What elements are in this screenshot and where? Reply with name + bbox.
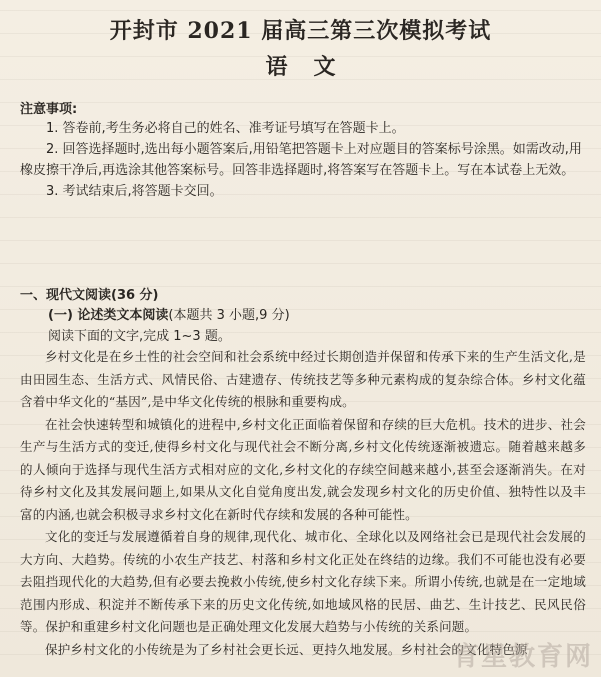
article-paragraph: 文化的变迁与发展遵循着自身的规律,现代化、城市化、全球化以及网络社会已是现代社会发展的大方向、大趋势。传统的小农生产技艺、村落和乡村文化正处在终结的边缘。我们不可能也没有必要去阻挡现代化的大趋势,但有必要去挽救小传统,使乡村文化存续下来。所谓小传统,也就是在一定地域范围内形成、积淀并不断传承下来的历史文化传统,如地域风格的民居、曲艺、生计技艺、民风民俗等。保护和重建乡村文化问题也是正确处理文化发展大趋势与小传统的关系问题。 [20, 529, 586, 634]
article-body [20, 346, 586, 661]
site-watermark: 育星教育网 [452, 642, 593, 672]
note-item: 3. 考试结束后,将答题卡交回。 [46, 184, 223, 199]
subject-title: 语文 [265, 54, 362, 80]
section-title: 一、现代文阅读(36 分) [20, 288, 159, 303]
subsection-score: (本题共 3 小题,9 分) [168, 308, 290, 323]
exam-title: 开封市 2021 届高三第三次模拟考试 [109, 18, 492, 44]
note-item: 2. 回答选择题时,选出每小题答案后,用铅笔把答题卡上对应题目的答案标号涂黑。如需改动,用橡皮擦干净后,再选涂其他答案标号。回答非选择题时,将答案写在答题卡上。写在本试卷上无效。 [20, 142, 582, 178]
note-item: 1. 答卷前,考生务必将自己的姓名、准考证号填写在答题卡上。 [46, 121, 405, 136]
notes-list [20, 118, 590, 202]
notes-heading: 注意事项: [20, 102, 78, 117]
reading-instruction: 阅读下面的文字,完成 1~3 题。 [48, 329, 231, 344]
article-paragraph: 保护乡村文化的小传统是为了乡村社会更长远、更持久地发展。乡村社会的文化特色源 [45, 641, 528, 657]
subsection-name: (一) 论述类文本阅读 [48, 308, 169, 323]
article-paragraph: 在社会快速转型和城镇化的进程中,乡村文化正面临着保留和存续的巨大危机。技术的进步、社会生产与生活方式的变迁,使得乡村文化与现代社会不断分离,乡村文化传统逐渐被遗忘。随着越来越多的人倾向于选择与现代生活方式相对应的文化,乡村文化的存续空间越来越小,甚至会逐渐消失。在对待乡村文化及其发展问题上,如果从文化自觉角度出发,就会发现乡村文化的历史价值、独特性以及丰富的内涵,也就会积极寻求乡村文化在新时代存续和发展的各种可能性。 [20, 416, 586, 522]
subsection-title [48, 304, 290, 323]
article-paragraph: 乡村文化是在乡土性的社会空间和社会系统中经过长期创造并保留和传承下来的生产生活文化,是由田园生态、生活方式、风情民俗、古建遗存、传统技艺等多种元素构成的复杂综合体。乡村文化蕴含着中华文化的“基因”,是中华文化传统的根脉和重要构成。 [20, 349, 586, 409]
